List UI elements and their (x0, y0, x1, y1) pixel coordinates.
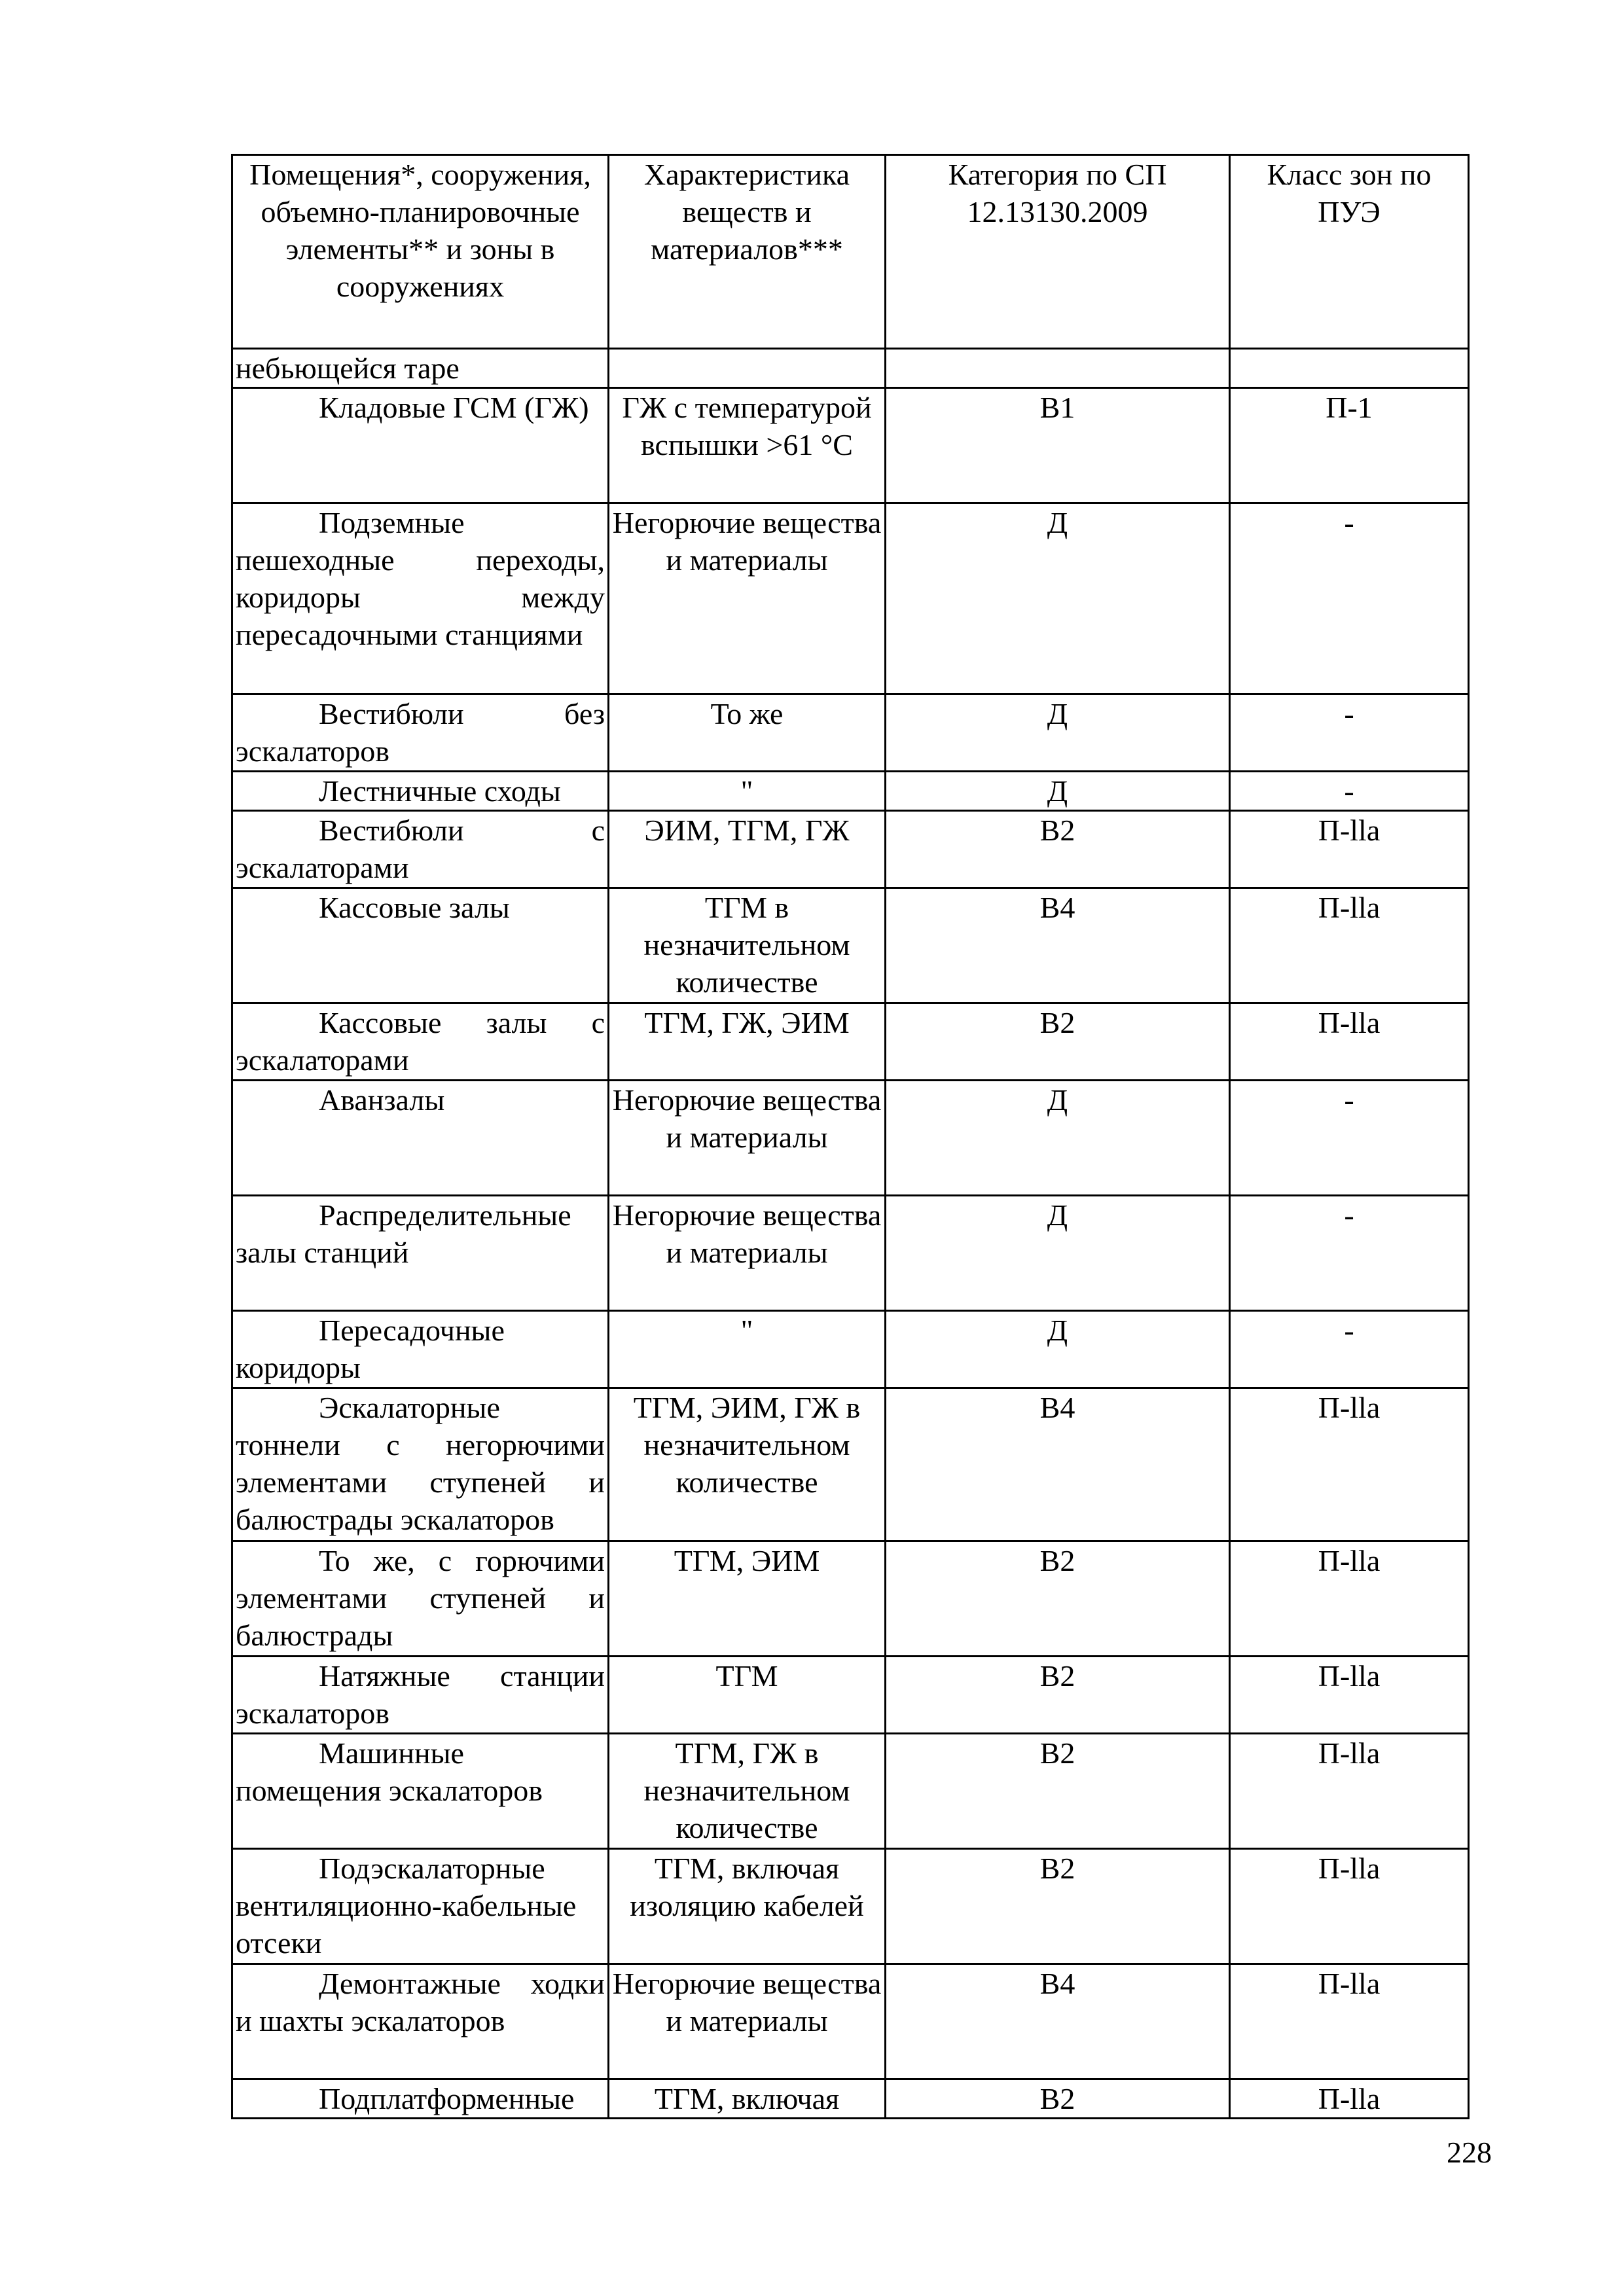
substance-characteristic: То же (609, 694, 886, 772)
zone-class: П-llа (1230, 1849, 1469, 1964)
table-row (232, 1541, 1469, 1657)
premises-name: Пересадочные коридоры (236, 1314, 505, 1384)
substance-characteristic: ТГМ, включая (609, 2079, 886, 2119)
fire-category: В1 (886, 388, 1230, 503)
fire-category: В2 (886, 1734, 1230, 1849)
premises-name: Распределительные залы станций (236, 1198, 571, 1269)
zone-class: П-llа (1230, 1003, 1469, 1081)
zone-class: - (1230, 1081, 1469, 1196)
zone-class: П-llа (1230, 1541, 1469, 1657)
premises-name-cell (232, 503, 609, 694)
classification-table (231, 154, 1470, 2119)
header-category: Категория по СП 12.13130.2009 (886, 155, 1230, 349)
zone-class: П-llа (1230, 1734, 1469, 1849)
fire-category: В2 (886, 1003, 1230, 1081)
premises-name: То же, с горючими элементами ступеней и балюстрады (236, 1544, 605, 1652)
zone-class: П-llа (1230, 1388, 1469, 1541)
table-row (232, 694, 1469, 772)
premises-name-cell (232, 1849, 609, 1964)
premises-name: Лестничные сходы (319, 774, 561, 808)
premises-name-cell (232, 388, 609, 503)
premises-name: Вестибюли с эскалаторами (236, 814, 605, 884)
premises-name: Кладовые ГСМ (ГЖ) (319, 391, 589, 424)
fire-category: В4 (886, 1388, 1230, 1541)
zone-class: - (1230, 1311, 1469, 1388)
fire-category (886, 349, 1230, 388)
substance-characteristic: " (609, 772, 886, 811)
fire-category: Д (886, 503, 1230, 694)
fire-category: Д (886, 1081, 1230, 1196)
zone-class (1230, 349, 1469, 388)
fire-category: Д (886, 694, 1230, 772)
fire-category: В2 (886, 2079, 1230, 2119)
premises-name: Демонтажные ходки и шахты эскалаторов (236, 1967, 605, 2037)
zone-class: П-llа (1230, 1657, 1469, 1734)
premises-name: Машинные помещения эскалаторов (236, 1736, 543, 1807)
substance-characteristic: ТГМ, ГЖ, ЭИМ (609, 1003, 886, 1081)
premises-name: Вестибюли без эскалаторов (236, 697, 605, 768)
zone-class: П-llа (1230, 811, 1469, 888)
premises-name: Аванзалы (319, 1083, 445, 1117)
premises-name: Эскалаторные тоннели с негорючими элементами ступеней и балюстрады эскалаторов (236, 1391, 605, 1536)
substance-characteristic: ТГМ, ЭИМ (609, 1541, 886, 1657)
premises-name: Подземные пешеходные переходы, коридоры между пересадочными станциями (236, 506, 605, 651)
substance-characteristic: ЭИМ, ТГМ, ГЖ (609, 811, 886, 888)
premises-name-cell (232, 1388, 609, 1541)
header-premises: Помещения*, сооружения, объемно-планировочные элементы** и зоны в сооружениях (232, 155, 609, 349)
premises-name-cell (232, 1003, 609, 1081)
zone-class: - (1230, 1196, 1469, 1311)
fire-category: В4 (886, 888, 1230, 1003)
fire-category: Д (886, 772, 1230, 811)
zone-class: - (1230, 503, 1469, 694)
fire-category: В2 (886, 1541, 1230, 1657)
zone-class: - (1230, 772, 1469, 811)
substance-characteristic: ТГМ, ЭИМ, ГЖ в незначительном количестве (609, 1388, 886, 1541)
premises-name-cell (232, 694, 609, 772)
zone-class: П-1 (1230, 388, 1469, 503)
table-row (232, 349, 1469, 388)
premises-name: небьющейся таре (232, 349, 609, 388)
substance-characteristic: Негорючие вещества и материалы (609, 1081, 886, 1196)
premises-name-cell (232, 888, 609, 1003)
substance-characteristic: ТГМ, включая изоляцию кабелей (609, 1849, 886, 1964)
table-row (232, 1388, 1469, 1541)
zone-class: П-llа (1230, 1964, 1469, 2079)
substance-characteristic: Негорючие вещества и материалы (609, 1196, 886, 1311)
premises-name: Кассовые залы с эскалаторами (236, 1006, 605, 1077)
zone-class: - (1230, 694, 1469, 772)
substance-characteristic: ГЖ с температурой вспышки >61 °С (609, 388, 886, 503)
fire-category: В2 (886, 811, 1230, 888)
table-row (232, 1734, 1469, 1849)
table-row (232, 1003, 1469, 1081)
substance-characteristic: ТГМ (609, 1657, 886, 1734)
substance-characteristic: Негорючие вещества и материалы (609, 503, 886, 694)
zone-class: П-llа (1230, 2079, 1469, 2119)
table-header-row (232, 155, 1469, 349)
fire-category: В2 (886, 1849, 1230, 1964)
premises-name: Подплатформенные (319, 2082, 575, 2115)
substance-characteristic: Негорючие вещества и материалы (609, 1964, 886, 2079)
page-number: 228 (1447, 2136, 1492, 2169)
header-zone-class: Класс зон по ПУЭ (1230, 155, 1469, 349)
substance-characteristic: ТГМ в незначительном количестве (609, 888, 886, 1003)
table-row (232, 388, 1469, 503)
premises-name-cell (232, 1657, 609, 1734)
zone-class: П-llа (1230, 888, 1469, 1003)
premises-name-cell (232, 2079, 609, 2119)
premises-name-cell (232, 1964, 609, 2079)
table-row (232, 888, 1469, 1003)
premises-name: Натяжные станции эскалаторов (236, 1659, 605, 1730)
premises-name-cell (232, 1734, 609, 1849)
substance-characteristic: ТГМ, ГЖ в незначительном количестве (609, 1734, 886, 1849)
table-row (232, 1849, 1469, 1964)
fire-category: В2 (886, 1657, 1230, 1734)
premises-name-cell (232, 1081, 609, 1196)
premises-name-cell (232, 1196, 609, 1311)
table-row (232, 1311, 1469, 1388)
fire-category: В4 (886, 1964, 1230, 2079)
table-row (232, 772, 1469, 811)
table-row (232, 503, 1469, 694)
table-row (232, 2079, 1469, 2119)
premises-name-cell (232, 772, 609, 811)
fire-category: Д (886, 1311, 1230, 1388)
premises-name-cell (232, 1311, 609, 1388)
substance-characteristic (609, 349, 886, 388)
premises-name: Подэскалаторные вентиляционно-кабельные отсеки (236, 1852, 577, 1960)
table-row (232, 811, 1469, 888)
substance-characteristic: " (609, 1311, 886, 1388)
header-substances: Характеристика веществ и материалов*** (609, 155, 886, 349)
table-row (232, 1196, 1469, 1311)
table-row (232, 1081, 1469, 1196)
premises-name: Кассовые залы (319, 891, 510, 924)
fire-category: Д (886, 1196, 1230, 1311)
premises-name-cell (232, 1541, 609, 1657)
table-row (232, 1657, 1469, 1734)
premises-name-cell (232, 811, 609, 888)
table-row (232, 1964, 1469, 2079)
